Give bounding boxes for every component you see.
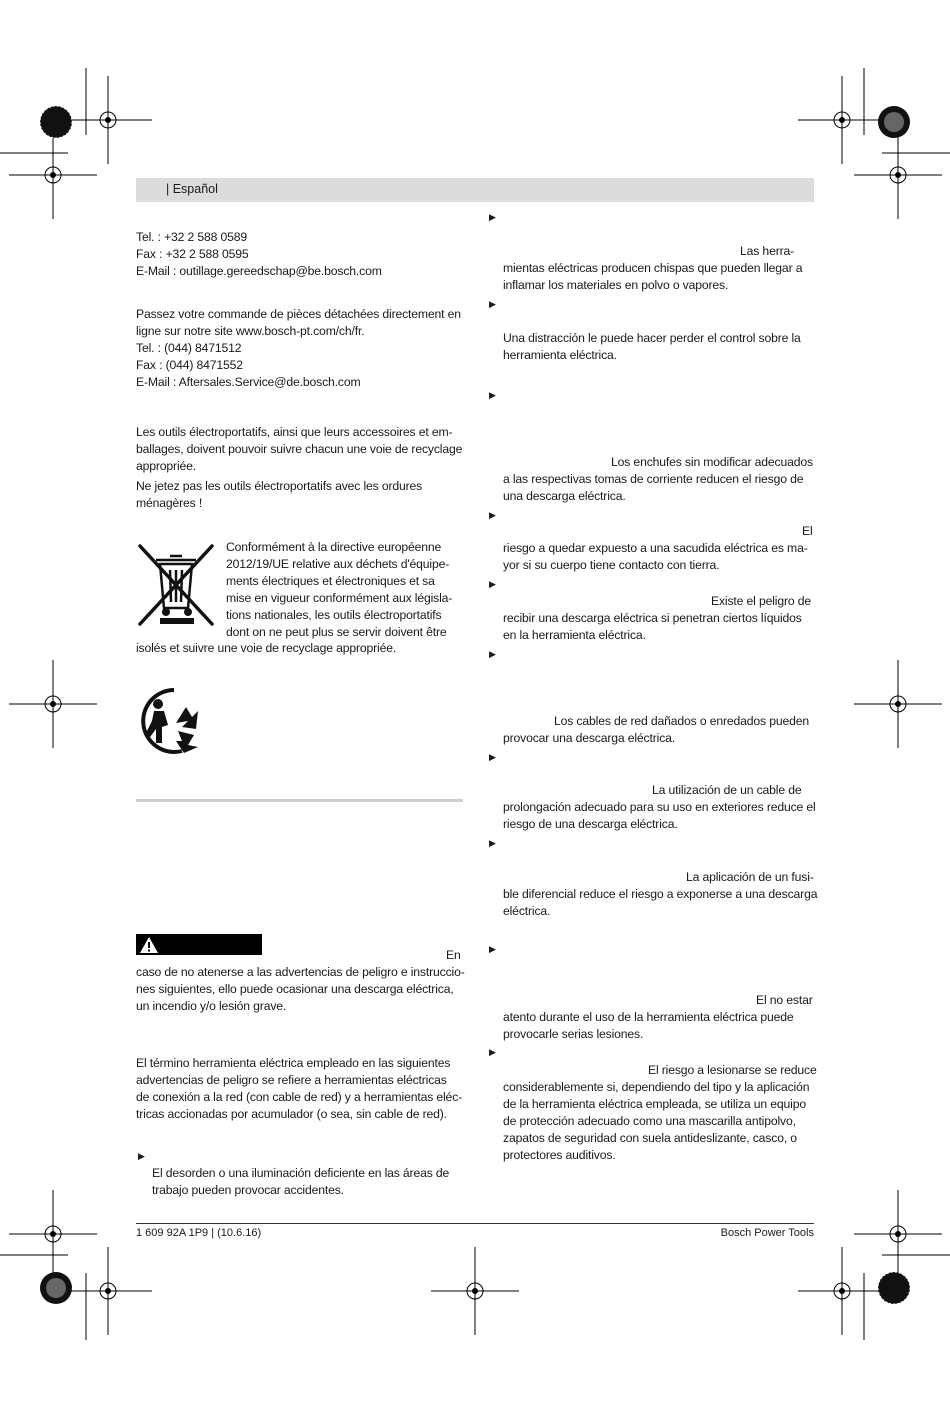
text-line: provocarle serias lesiones.	[503, 1026, 644, 1041]
bullet-arrow: ▶	[489, 212, 496, 222]
text-line: Tel. : +32 2 588 0589	[136, 230, 248, 244]
text-line: a las respectivas tomas de corriente reducen el riesgo de	[503, 472, 804, 486]
b2-text	[503, 330, 801, 364]
footer-rule	[136, 1223, 814, 1224]
text-line: atento durante el uso de la herramienta eléctrica puede	[503, 1010, 794, 1024]
text-line: Ne jetez pas les outils électroportatifs avec les ordures	[136, 479, 423, 493]
crossed-bin-icon	[136, 542, 216, 628]
b10-text	[503, 1079, 809, 1164]
text-line: Fax : (044) 8471552	[136, 357, 243, 372]
recycling-text	[136, 424, 462, 475]
bullet-arrow: ▶	[489, 838, 496, 848]
text-line: Les outils électroportatifs, ainsi que leurs accessoires et em-	[136, 425, 453, 439]
text-line: ligne sur notre site www.bosch-pt.com/ch/fr.	[136, 323, 365, 338]
term-definition	[136, 1055, 462, 1123]
text-line: herramienta eléctrica.	[503, 347, 617, 362]
b6-tail: Los cables de red dañados o enredados pueden	[554, 714, 809, 728]
text-line: El desorden o una iluminación deficiente en las áreas de	[152, 1166, 450, 1180]
warning-text	[136, 964, 465, 1015]
text-line: un incendio y/o lesión grave.	[136, 998, 287, 1013]
b7-tail: La utilización de un cable de	[652, 783, 802, 797]
b8-text	[503, 886, 817, 920]
text-line: appropriée.	[136, 458, 197, 473]
footer-brand: Bosch Power Tools	[720, 1227, 814, 1239]
b4-tail: El	[802, 524, 813, 538]
text-line: recibir una descarga eléctrica si penetran ciertos líquidos	[503, 611, 802, 625]
b1-tail: Las herra-	[740, 244, 795, 258]
text-line: de la herramienta eléctrica empleada, se utiliza un equipo	[503, 1096, 806, 1111]
text-line: en la herramienta eléctrica.	[503, 627, 646, 642]
b7-text	[503, 799, 816, 833]
text-line: Conformément à la directive européenne	[226, 540, 442, 554]
text-line: riesgo a quedar expuesto a una sacudida eléctrica es ma-	[503, 541, 808, 555]
text-line: ble diferencial reduce el riesgo a exponerse a una descarga	[503, 887, 818, 901]
text-line: Tel. : (044) 8471512	[136, 340, 242, 355]
text-line: de conexión a la red (con cable de red) y a herramientas eléc-	[136, 1089, 463, 1104]
bullet-arrow: ▶	[489, 649, 496, 659]
b10-tail: El riesgo a lesionarse se reduce	[648, 1063, 817, 1077]
bullet-arrow: ▶	[489, 1047, 496, 1057]
b4-text	[503, 540, 808, 574]
text-line: ballages, doivent pouvoir suivre chacun une voie de recyclage	[136, 441, 463, 456]
b8-tail: La aplicación de un fusi-	[686, 870, 814, 884]
text-line: trabajo pueden provocar accidentes.	[152, 1182, 344, 1197]
text-line: El término herramienta eléctrica empleado en las siguientes	[136, 1056, 451, 1070]
text-line: tions nationales, les outils électroportatifs	[226, 607, 442, 622]
swiss-contact	[136, 306, 461, 391]
text-line: Passez votre commande de pièces détachées directement en	[136, 307, 461, 321]
b3-tail: Los enchufes sin modificar adecuados	[611, 455, 813, 469]
text-line: eléctrica.	[503, 903, 551, 918]
text-line: considerablemente si, dependiendo del tipo y la aplicación	[503, 1080, 810, 1094]
text-line: ménagères !	[136, 495, 203, 510]
household-text	[136, 478, 422, 512]
bullet-arrow: ▶	[489, 944, 496, 954]
b6-text	[503, 730, 675, 747]
text-line: Una distracción le puede hacer perder el control sobre la	[503, 331, 801, 345]
text-line: yor si su cuerpo tiene contacto con tierra.	[503, 557, 720, 572]
bullet-arrow: ▶	[489, 299, 496, 309]
text-line: advertencias de peligro se refiere a herramientas eléctricas	[136, 1072, 447, 1087]
text-line: inflamar los materiales en polvo o vapores.	[503, 277, 729, 292]
footer-doc-id: 1 609 92A 1P9 | (10.6.16)	[136, 1227, 262, 1239]
bullet-arrow: ▶	[138, 1151, 145, 1161]
section-header	[136, 178, 814, 202]
bullet-arrow: ▶	[489, 510, 496, 520]
section-title: | Español	[166, 182, 218, 196]
text-line: dont on ne peut plus se servir doivent être	[226, 624, 447, 639]
b3-text	[503, 471, 803, 505]
text-line: nes siguientes, ello puede ocasionar una descarga eléctrica,	[136, 981, 454, 996]
text-line: caso de no atenerse a las advertencias de peligro e instruccio-	[136, 965, 465, 979]
text-line: E-Mail : Aftersales.Service@de.bosch.com	[136, 374, 361, 389]
belgium-contact	[136, 229, 382, 280]
bullet-arrow: ▶	[489, 579, 496, 589]
text-line: provocar una descarga eléctrica.	[503, 731, 676, 745]
text-line: protectores auditivos.	[503, 1147, 616, 1162]
text-line: prolongación adecuado para su uso en exteriores reduce el	[503, 800, 816, 814]
text-line: E-Mail : outillage.gereedschap@be.bosch.com	[136, 263, 382, 278]
warning-en: En	[446, 948, 461, 962]
text-line: mientas eléctricas producen chispas que pueden llegar a	[503, 261, 803, 275]
weee-tail: isolés et suivre une voie de recyclage appropriée.	[136, 641, 397, 655]
text-line: 2012/19/UE relative aux déchets d'équipe-	[226, 556, 450, 571]
text-line: ments électriques et électroniques et sa	[226, 573, 435, 588]
b5-text	[503, 610, 802, 644]
text-line: mise en vigueur conformément aux législa-	[226, 590, 453, 605]
text-line: de protección adecuado como una mascarilla antipolvo,	[503, 1113, 796, 1128]
workplace-text	[152, 1165, 449, 1199]
text-line: una descarga eléctrica.	[503, 488, 626, 503]
text-line: zapatos de seguridad con suela antideslizante, casco, o	[503, 1130, 797, 1145]
bullet-arrow: ▶	[489, 390, 496, 400]
b1-text	[503, 260, 802, 294]
triman-recycling-icon	[136, 687, 208, 755]
text-line: Fax : +32 2 588 0595	[136, 246, 249, 261]
b9-tail: El no estar	[756, 993, 813, 1007]
warning-triangle-icon	[139, 936, 159, 954]
text-line: tricas accionadas por acumulador (o sea, sin cable de red).	[136, 1106, 447, 1121]
warning-label	[136, 934, 262, 955]
b5-tail: Existe el peligro de	[711, 594, 811, 608]
bullet-arrow: ▶	[489, 752, 496, 762]
text-line: riesgo de una descarga eléctrica.	[503, 816, 678, 831]
b9-text	[503, 1009, 794, 1043]
weee-text	[226, 539, 452, 640]
section-divider	[136, 799, 463, 802]
